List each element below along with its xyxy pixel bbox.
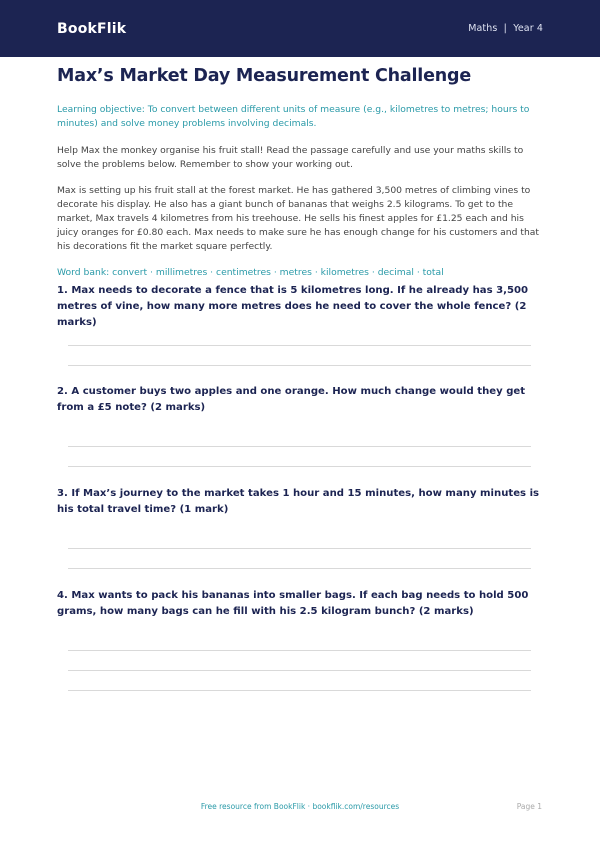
intro-paragraph: Help Max the monkey organise his fruit stall! Read the passage carefully and use your maths skills to solve the problems below. Remember to show your working out. [57,145,524,170]
question-3: 3. If Max’s journey to the market takes 1 hour and 15 minutes, how many minutes is his total travel time? (1 mark) [57,488,540,515]
answer-line[interactable] [68,466,531,467]
page-number: Page 1 [516,802,542,811]
question-2: 2. A customer buys two apples and one orange. How much change would they get from a £5 note? (2 marks) [57,386,526,413]
subject-year-label: Maths | Year 4 [468,23,543,34]
question-1: 1. Max needs to decorate a fence that is 5 kilometres long. If he already has 3,500 metres of vine, how many more metres does he need to cover the whole fence? (2 marks) [57,285,529,328]
page-footer [0,802,600,814]
question-4: 4. Max wants to pack his bananas into smaller bags. If each bag needs to hold 500 grams, how many bags can he fill with his 2.5 kilogram bunch? (2 marks) [57,590,529,617]
answer-line[interactable] [68,670,531,671]
brand-logo-text: BookFlik [57,20,127,37]
worksheet-title: Max’s Market Day Measurement Challenge [57,66,472,86]
page-header [0,0,600,57]
answer-line[interactable] [68,365,531,366]
answer-line[interactable] [68,568,531,569]
answer-line[interactable] [68,548,531,549]
answer-line[interactable] [68,345,531,346]
answer-line[interactable] [68,650,531,651]
answer-line[interactable] [68,446,531,447]
worksheet-body [57,62,543,280]
word-bank: Word bank: convert · millimetres · centimetres · metres · kilometres · decimal · total [57,267,444,278]
answer-line[interactable] [68,690,531,691]
story-passage: Max is setting up his fruit stall at the forest market. He has gathered 3,500 metres of climbing vines to decorate his display. He also has a giant bunch of bananas that weighs 2.5 kilograms. To get to the market, Max travels 4 kilometres from his treehouse. He sells his finest apples for £1.25 each and his juicy oranges for £0.80 each. Max needs to make sure he has enough change for his customers and that his decorations fit the market square perfectly. [57,185,540,252]
footer-resource-link[interactable]: Free resource from BookFlik · bookflik.com/resources [200,802,400,811]
learning-objective: Learning objective: To convert between different units of measure (e.g., kilometres to metres; hours to minutes) and solve money problems involving decimals. [57,104,530,129]
